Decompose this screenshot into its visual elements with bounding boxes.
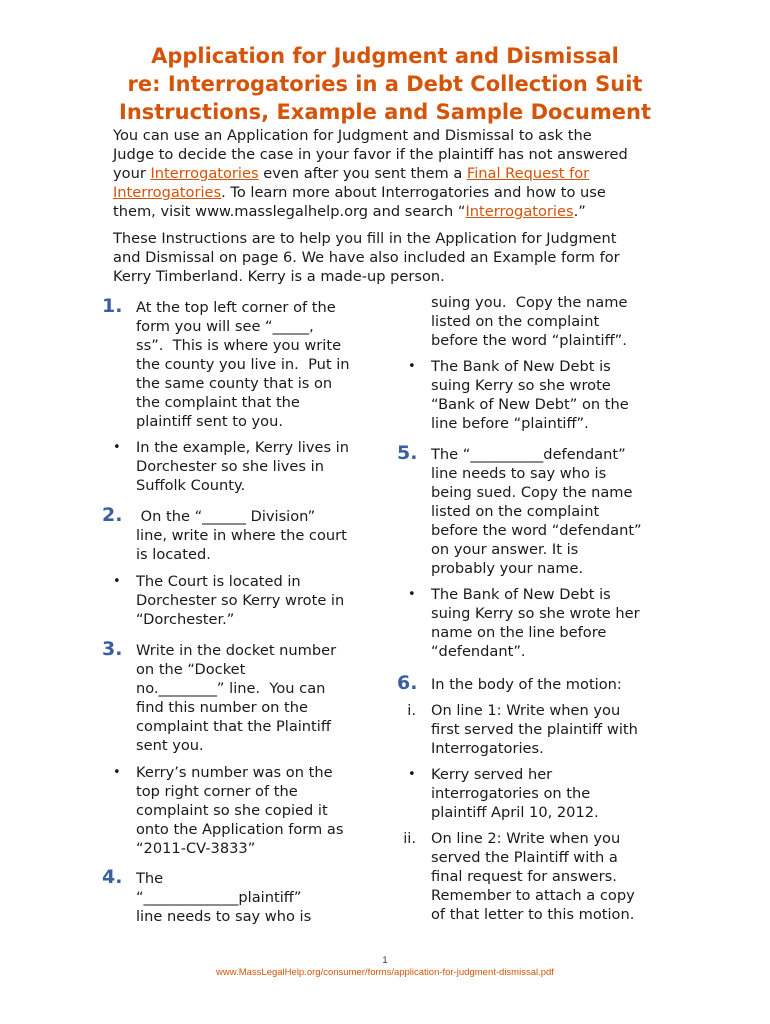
intro-line bbox=[113, 202, 658, 221]
text-line: suing Kerry so she wrote bbox=[431, 377, 611, 394]
intro-line: You can use an Application for Judgment and Dismissal to ask the bbox=[113, 127, 592, 144]
step-6-line-2 bbox=[431, 829, 635, 924]
step-number-3: 3. bbox=[102, 638, 123, 660]
bullet-icon: • bbox=[408, 359, 416, 374]
text-line: form you will see “_____, bbox=[136, 318, 314, 335]
step-6-example bbox=[431, 765, 599, 822]
text-line: complaint so she copied it bbox=[136, 802, 328, 819]
text-line: listed on the complaint bbox=[431, 503, 600, 520]
bullet-icon: • bbox=[408, 587, 416, 602]
step-6-line-1 bbox=[431, 701, 638, 758]
page-number: 1 bbox=[382, 955, 388, 966]
step-number-2: 2. bbox=[102, 504, 123, 526]
instructions-line: These Instructions are to help you fill in the Application for Judgment bbox=[113, 230, 617, 247]
intro-text: even after you sent them a bbox=[258, 165, 467, 182]
step-number-6: 6. bbox=[397, 672, 418, 694]
text-line: The Bank of New Debt is bbox=[431, 358, 611, 375]
final-request-link-continued[interactable]: Interrogatories bbox=[113, 184, 222, 201]
text-line: the county you live in. Put in bbox=[136, 356, 350, 373]
bullet-icon: • bbox=[113, 574, 121, 589]
text-line: line needs to say who is bbox=[431, 465, 607, 482]
text-line: listed on the complaint bbox=[431, 313, 600, 330]
text-line: find this number on the bbox=[136, 699, 308, 716]
step-number-4: 4. bbox=[102, 866, 123, 888]
step-4-continued bbox=[431, 293, 627, 350]
text-line: is located. bbox=[136, 546, 211, 563]
text-line: In the body of the motion: bbox=[431, 676, 622, 693]
bullet-icon: • bbox=[113, 765, 121, 780]
text-line: On line 2: Write when you bbox=[431, 830, 621, 847]
text-line: final request for answers. bbox=[431, 868, 617, 885]
text-line: Dorchester so Kerry wrote in bbox=[136, 592, 345, 609]
step-1-example bbox=[136, 438, 349, 495]
text-line: line before “plaintiff”. bbox=[431, 415, 589, 432]
instructions-line: and Dismissal on page 6. We have also included an Example form for bbox=[113, 249, 620, 266]
step-5-text bbox=[431, 445, 642, 578]
intro-line bbox=[113, 164, 658, 183]
step-2-text bbox=[136, 507, 347, 564]
instructions-line: Kerry Timberland. Kerry is a made-up person. bbox=[113, 268, 445, 285]
text-line: the same county that is on bbox=[136, 375, 333, 392]
roman-numeral-ii: ii. bbox=[403, 830, 416, 847]
step-number-1: 1. bbox=[102, 295, 123, 317]
text-line: the complaint that the bbox=[136, 394, 300, 411]
text-line: “2011-CV-3833” bbox=[136, 840, 256, 857]
text-line: suing Kerry so she wrote her bbox=[431, 605, 640, 622]
text-line: no.________” line. You can bbox=[136, 680, 326, 697]
intro-text: .” bbox=[573, 203, 586, 220]
text-line: The Bank of New Debt is bbox=[431, 586, 611, 603]
footer-url-line bbox=[0, 967, 770, 978]
interrogatories-link[interactable]: Interrogatories bbox=[150, 165, 259, 182]
step-3-example bbox=[136, 763, 343, 858]
text-line: served the Plaintiff with a bbox=[431, 849, 618, 866]
step-5-example bbox=[431, 585, 640, 661]
text-line: name on the line before bbox=[431, 624, 607, 641]
text-line: being sued. Copy the name bbox=[431, 484, 633, 501]
text-line: At the top left corner of the bbox=[136, 299, 336, 316]
intro-text: them, visit www.masslegalhelp.org and search “ bbox=[113, 203, 466, 220]
text-line: Suffolk County. bbox=[136, 477, 246, 494]
text-line: suing you. Copy the name bbox=[431, 294, 628, 311]
step-4-text bbox=[136, 869, 311, 926]
bullet-icon: • bbox=[408, 767, 416, 782]
text-line: Kerry’s number was on the bbox=[136, 764, 333, 781]
intro-text: your bbox=[113, 165, 151, 182]
text-line: interrogatories on the bbox=[431, 785, 591, 802]
text-line: On line 1: Write when you bbox=[431, 702, 621, 719]
text-line: “_____________plaintiff” bbox=[136, 889, 302, 906]
text-line: “Bank of New Debt” on the bbox=[431, 396, 629, 413]
title-line-2: re: Interrogatories in a Debt Collection Suit bbox=[127, 72, 643, 96]
text-line: on your answer. It is bbox=[431, 541, 579, 558]
title-line-1: Application for Judgment and Dismissal bbox=[151, 44, 619, 68]
step-6-text bbox=[431, 675, 622, 694]
text-line: complaint that the Plaintiff bbox=[136, 718, 331, 735]
step-2-example bbox=[136, 572, 344, 629]
step-3-text bbox=[136, 641, 336, 755]
text-line: “defendant”. bbox=[431, 643, 526, 660]
step-1-text bbox=[136, 298, 350, 431]
text-line: sent you. bbox=[136, 737, 204, 754]
interrogatories-search-link[interactable]: Interrogatories bbox=[465, 203, 574, 220]
text-line: The Court is located in bbox=[136, 573, 301, 590]
text-line: In the example, Kerry lives in bbox=[136, 439, 349, 456]
text-line: “Dorchester.” bbox=[136, 611, 235, 628]
text-line: Interrogatories. bbox=[431, 740, 544, 757]
text-line: first served the plaintiff with bbox=[431, 721, 638, 738]
text-line: Kerry served her bbox=[431, 766, 553, 783]
text-line: Remember to attach a copy bbox=[431, 887, 635, 904]
text-line: line, write in where the court bbox=[136, 527, 347, 544]
text-line: of that letter to this motion. bbox=[431, 906, 635, 923]
intro-line: Judge to decide the case in your favor if the plaintiff has not answered bbox=[113, 146, 628, 163]
roman-numeral-i: i. bbox=[407, 702, 416, 719]
text-line: plaintiff sent to you. bbox=[136, 413, 283, 430]
step-number-5: 5. bbox=[397, 442, 418, 464]
instructions-paragraph bbox=[113, 229, 658, 286]
text-line: before the word “plaintiff”. bbox=[431, 332, 627, 349]
text-line: Write in the docket number bbox=[136, 642, 337, 659]
intro-paragraph bbox=[113, 126, 658, 221]
text-line: before the word “defendant” bbox=[431, 522, 642, 539]
intro-line bbox=[113, 183, 658, 202]
intro-text: . To learn more about Interrogatories and how to use bbox=[221, 184, 606, 201]
text-line: line needs to say who is bbox=[136, 908, 312, 925]
text-line: The bbox=[136, 870, 164, 887]
text-line: onto the Application form as bbox=[136, 821, 344, 838]
text-line: The “__________defendant” bbox=[431, 446, 626, 463]
document-title bbox=[0, 42, 770, 126]
text-line: top right corner of the bbox=[136, 783, 298, 800]
text-line: probably your name. bbox=[431, 560, 584, 577]
text-line: Dorchester so she lives in bbox=[136, 458, 324, 475]
bullet-icon: • bbox=[113, 440, 121, 455]
footer-url-link[interactable]: www.MassLegalHelp.org/consumer/forms/application-for-judgment-dismissal.pdf bbox=[216, 967, 554, 978]
text-line: plaintiff April 10, 2012. bbox=[431, 804, 599, 821]
title-line-3: Instructions, Example and Sample Document bbox=[119, 100, 651, 124]
text-line: On the “______ Division” bbox=[136, 508, 316, 525]
text-line: ss”. This is where you write bbox=[136, 337, 342, 354]
step-4-example bbox=[431, 357, 629, 433]
text-line: on the “Docket bbox=[136, 661, 246, 678]
final-request-link[interactable]: Final Request for bbox=[466, 165, 590, 182]
